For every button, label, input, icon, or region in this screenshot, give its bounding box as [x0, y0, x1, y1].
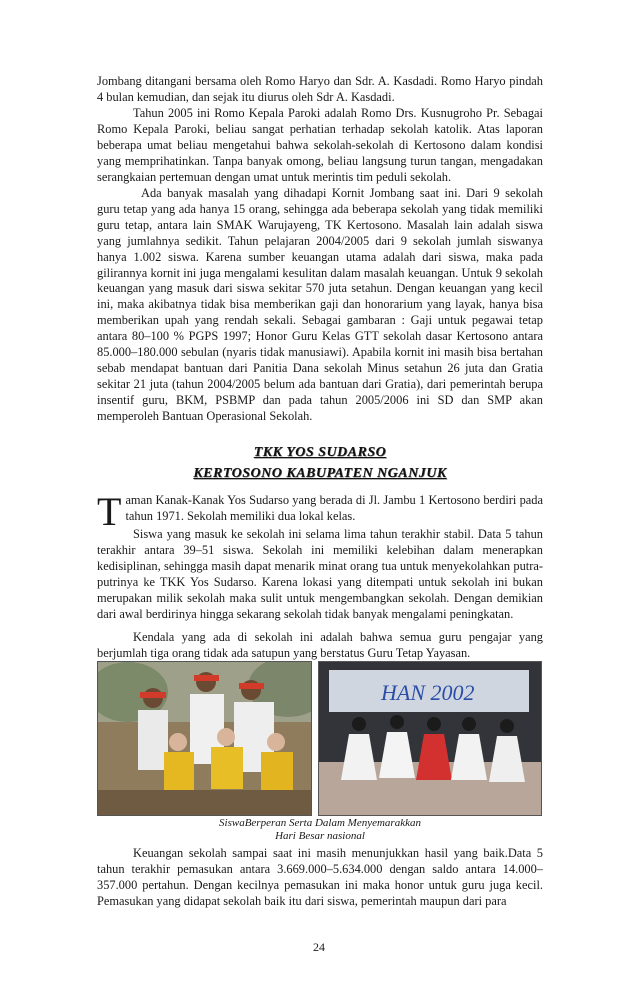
- paragraph-4-text: aman Kanak-Kanak Yos Sudarso yang berada di Jl. Jambu 1 Kertosono berdiri pada tahun 1971. Sekolah memiliki dua lokal kelas.: [125, 493, 543, 523]
- photo-teachers-students: [97, 661, 312, 816]
- photo-children-performance: [318, 661, 542, 816]
- paragraph-5: Siswa yang masuk ke sekolah ini selama lima tahun terakhir stabil. Data 5 tahun terakhir antara 39–51 siswa. Sekolah ini memiliki kelebihan dalam menerapkan kedisiplinan, sehingga masih dapat menarik minat orang tua untuk menyekolahkan putra-putrinya ke TKK Yos Sudarso. Karena lokasi yang ditempati untuk sekolah ini bukan merupakan milik sekolah maka sulit untuk mengembangkan sekolah. Dengan demikian dari awal berdirinya hingga sekarang sekolah tidak banyak mengalami peningkatan.: [97, 527, 543, 621]
- drop-cap: T: [97, 489, 122, 534]
- paragraph-1: Jombang ditangani bersama oleh Romo Haryo dan Sdr. A. Kasdadi. Romo Haryo pindah 4 bulan kemudian, dan sejak itu diurus oleh Sdr A. Kasdadi.: [97, 74, 543, 104]
- paragraph-2: Tahun 2005 ini Romo Kepala Paroki adalah Romo Drs. Kusnugroho Pr. Sebagai Romo Kepala Paroki, beliau sangat perhatian terhadap sekolah katolik. Atas laporan beberapa umat beliau mengetahui bahwa sekolah-sekolah di Kertosono dalam kondisi yang memprihatinkan. Tanpa banyak omong, beliau langsung turun tangan, mengadakan serangkaian pertemuan dengan umat untuk merintis tim peduli sekolah.: [97, 106, 543, 184]
- paragraph-4: [97, 489, 543, 534]
- paragraph-7: Keuangan sekolah sampai saat ini masih menunjukkan hasil yang baik.Data 5 tahun terakhir pemasukan antara 3.669.000–5.634.000 dengan saldo antara 14.000–357.000 pertahun. Dengan kecilnya pemasukan ini maka honor untuk guru juga kecil. Pemasukan yang didapat sekolah baik itu dari siswa, pemerintah maupun dari para: [97, 846, 543, 908]
- han-2002-banner: HAN 2002: [381, 680, 475, 705]
- section-title-line2: KERTOSONO KABUPATEN NGANJUK: [193, 466, 447, 481]
- photo-caption-line2: Hari Besar nasional: [275, 830, 365, 842]
- section-title-line1: TKK YOS SUDARSO: [253, 445, 387, 460]
- page-number: 24: [313, 940, 325, 954]
- photo-caption-line1: SiswaBerperan Serta Dalam Menyemarakkan: [219, 817, 421, 829]
- paragraph-3: Ada banyak masalah yang dihadapi Kornit Jombang saat ini. Dari 9 sekolah guru tetap yang ada hanya 15 orang, sehingga ada beberapa sekolah yang tidak memiliki guru tetap, antara lain SMAK Warujayeng, TK Kertosono. Masalah lain adalah siswa yang jumlahnya sedikit. Tahun pelajaran 2004/2005 dari 9 sekolah jumlah siswanya hanya 1.002 siswa. Karena sumber keuangan utama adalah dari siswa, maka pada gilirannya kornit ini juga mengalami kesulitan dalam masalah keuangan. Untuk 9 sekolah keuangan yang masuk dari siswa sekitar 570 juta setahun. Dengan keuangan yang kecil ini, maka akibatnya tidak bisa memberikan gaji dan honorarium yang layak, hanya bisa memberikan upah yang rendah sekali. Sebagai gambaran : Gaji untuk pegawai tetap antara 80–100 % PGPS 1997; Honor Guru Kelas GTT sekolah dasar Kertosono antara 85.000–180.000 sebulan (nyaris tidak manusiawi). Apabila kornit ini masih bisa bertahan sebab mendapat bantuan dari Panitia Dana sekolah Minus setahun 26 juta dan Gratia sekitar 21 juta (tahun 2004/2005 belum ada bantuan dari Gratia), dari pemerintah berupa insentif guru, BKM, PSBMP dan pada tahun 2005/2006 ini SD dan SMP akan memperoleh Bantuan Operasional Sekolah.: [97, 186, 543, 423]
- photo-teachers-students-image: [98, 662, 311, 815]
- photo-children-performance-image: [319, 662, 541, 815]
- paragraph-6: Kendala yang ada di sekolah ini adalah bahwa semua guru pengajar yang berjumlah tiga orang tidak ada satupun yang berstatus Guru Tetap Yayasan.: [97, 630, 543, 660]
